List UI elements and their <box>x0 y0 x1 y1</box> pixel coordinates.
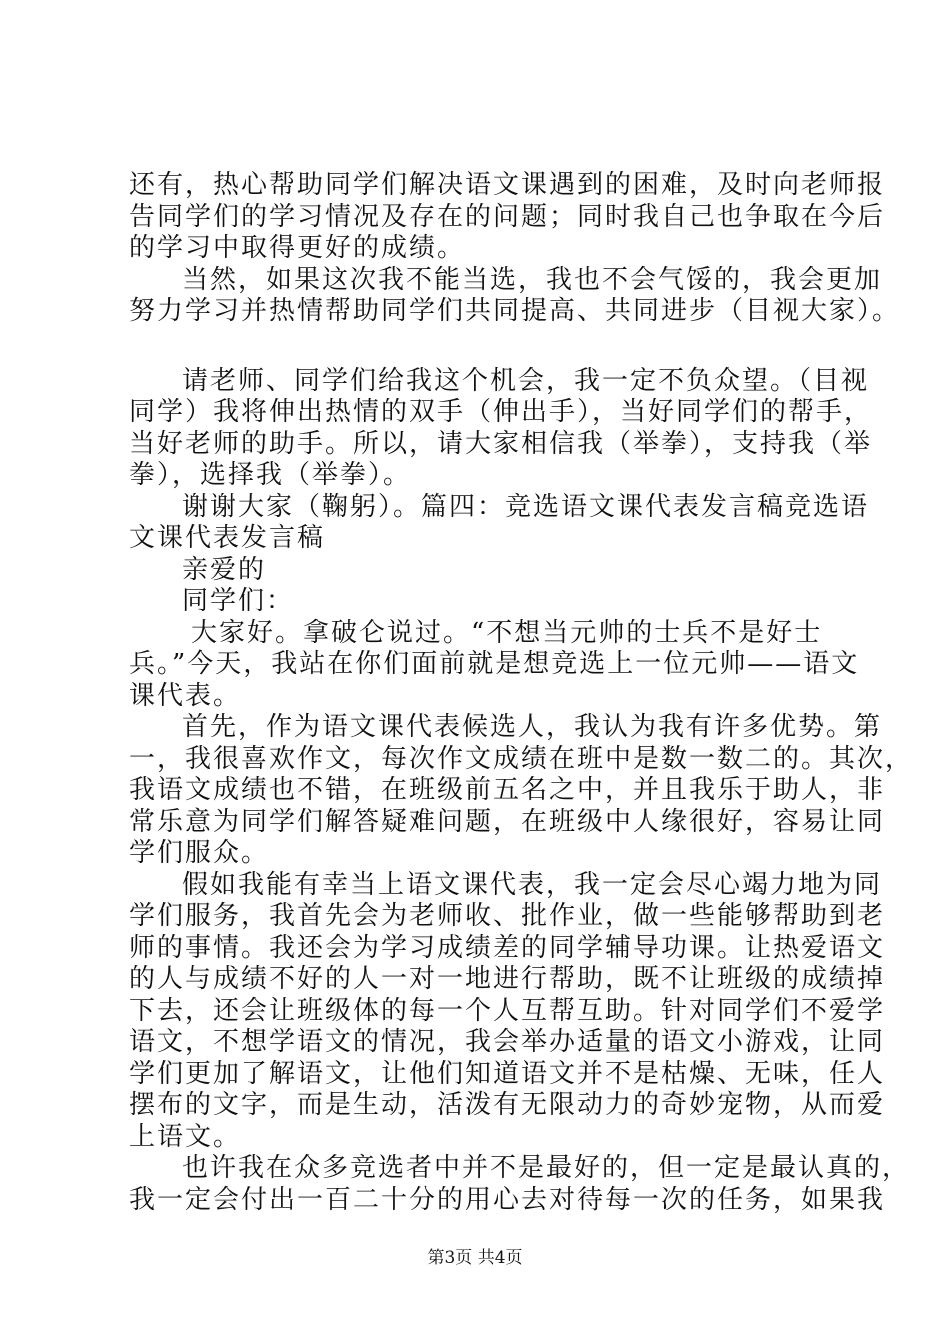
text-line: 的人与成绩不好的人一对一地进行帮助，既不让班级的成绩掉 <box>129 964 886 994</box>
document-body <box>129 170 914 1216</box>
text-line: 谢谢大家（鞠躬）。篇四：竞选语文课代表发言稿竞选语 <box>182 491 870 522</box>
text-line: 一，我很喜欢作文，每次作文成绩在班中是数一数二的。其次， <box>129 743 914 774</box>
text-line: 也许我在众多竞选者中并不是最好的，但一定是最认真的， <box>182 1153 911 1183</box>
text-line: 摆布的文字，而是生动，活泼有无限动力的奇妙宠物，从而爱 <box>129 1090 886 1120</box>
text-line: 努力学习并热情帮助同学们共同提高、共同进步（目视大家）。 <box>129 296 901 326</box>
text-line: 当然，如果这次我不能当选，我也不会气馁的，我会更加 <box>182 264 883 295</box>
text-line: 文课代表发言稿 <box>129 523 326 553</box>
text-line: 亲爱的 <box>182 554 267 585</box>
text-line: 请老师、同学们给我这个机会，我一定不负众望。（目视 <box>182 365 870 396</box>
text-line: 兵。”今天，我站在你们面前就是想竞选上一位元帅——语文 <box>129 649 860 679</box>
text-line: 当好老师的助手。所以，请大家相信我（举拳），支持我（举 <box>129 428 873 459</box>
text-line: 师的事情。我还会为学习成绩差的同学辅导功课。让热爱语文 <box>129 932 886 963</box>
text-line: 同学们： <box>182 586 295 616</box>
text-line: 我一定会付出一百二十分的用心去对待每一次的任务，如果我 <box>129 1184 886 1215</box>
text-line: 我语文成绩也不错，在班级前五名之中，并且我乐于助人，非 <box>129 775 886 805</box>
text-line: 语文，不想学语文的情况，我会举办适量的语文小游戏，让同 <box>129 1027 886 1057</box>
text-line: 拳），选择我（举拳）。 <box>129 460 412 490</box>
paragraph-gap <box>129 328 834 366</box>
page-number: 第3页 共4页 <box>427 1248 523 1268</box>
text-line: 还有，热心帮助同学们解决语文课遇到的困难，及时向老师报 <box>129 170 886 200</box>
text-line: 首先，作为语文课代表候选人，我认为我有许多优势。第 <box>182 712 883 742</box>
text-line: 课代表。 <box>129 680 242 711</box>
text-line: 上语文。 <box>129 1121 242 1152</box>
text-line: 假如我能有幸当上语文课代表，我一定会尽心竭力地为同 <box>182 869 883 900</box>
text-line: 下去，还会让班级体的每一个人互帮互助。针对同学们不爱学 <box>129 995 886 1026</box>
text-line: 同学）我将伸出热情的双手（伸出手），当好同学们的帮手， <box>129 397 873 427</box>
text-line: 学们服众。 <box>129 838 270 868</box>
text-line: 的学习中取得更好的成绩。 <box>129 233 466 263</box>
text-line: 学们更加了解语文，让他们知道语文并不是枯燥、无味，任人 <box>129 1058 886 1089</box>
text-line: 大家好。拿破仑说过。“不想当元帅的士兵不是好士 <box>191 617 823 648</box>
text-line: 告同学们的学习情况及存在的问题；同时我自己也争取在今后 <box>129 201 886 232</box>
text-line: 常乐意为同学们解答疑难问题，在班级中人缘很好，容易让同 <box>129 806 886 837</box>
text-line: 学们服务，我首先会为老师收、批作业，做一些能够帮助到老 <box>129 901 886 931</box>
